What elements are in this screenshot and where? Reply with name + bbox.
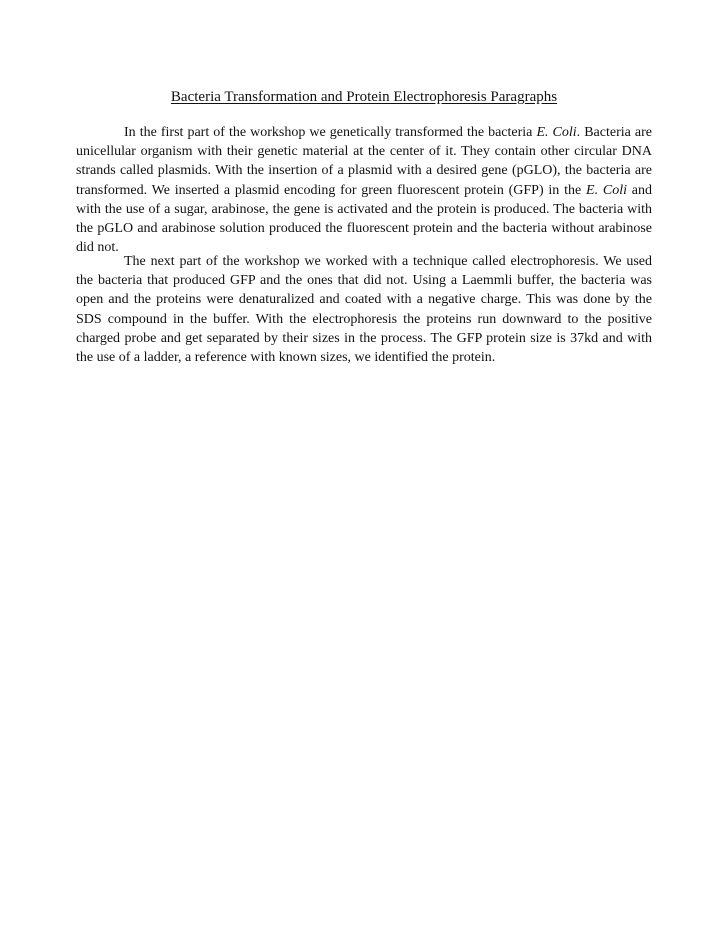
species-name-italic: E. Coli [586, 182, 627, 198]
paragraph-1-text-b: . Bacteria are unicellular organism with their genetic material at the center of it. They contain other circular DNA strands called plasmids. With the insertion of a plasmid with a desired gene (pGLO), the bacteria are transformed. We inserted a plasmid encoding for green fluorescent protein (GFP) in the [76, 125, 652, 198]
paragraph-transformation [76, 123, 652, 257]
species-name-italic: E. Coli [536, 125, 577, 140]
document-title: Bacteria Transformation and Protein Electrophoresis Paragraphs [170, 89, 558, 105]
paragraph-1-text-a: In the first part of the workshop we genetically transformed the bacteria [124, 125, 537, 140]
paragraph-1-text-c: and with the use of a sugar, arabinose, the gene is activated and the protein is produced. The bacteria with the pGLO and arabinose solution produced the fluorescent protein and the bacteria without arabinose did not. [76, 182, 652, 256]
paragraph-electrophoresis: The next part of the workshop we worked with a technique called electrophoresis. We used the bacteria that produced GFP and the ones that did not. Using a Laemmli buffer, the bacteria was open and the proteins were denaturalized and coated with a negative charge. This was done by the SDS compound in the buffer. With the electrophoresis the proteins run downward to the positive charged probe and get separated by their sizes in the process. The GFP protein size is 37kd and with the use of a ladder, a reference with known sizes, we identified the protein. [76, 254, 652, 366]
